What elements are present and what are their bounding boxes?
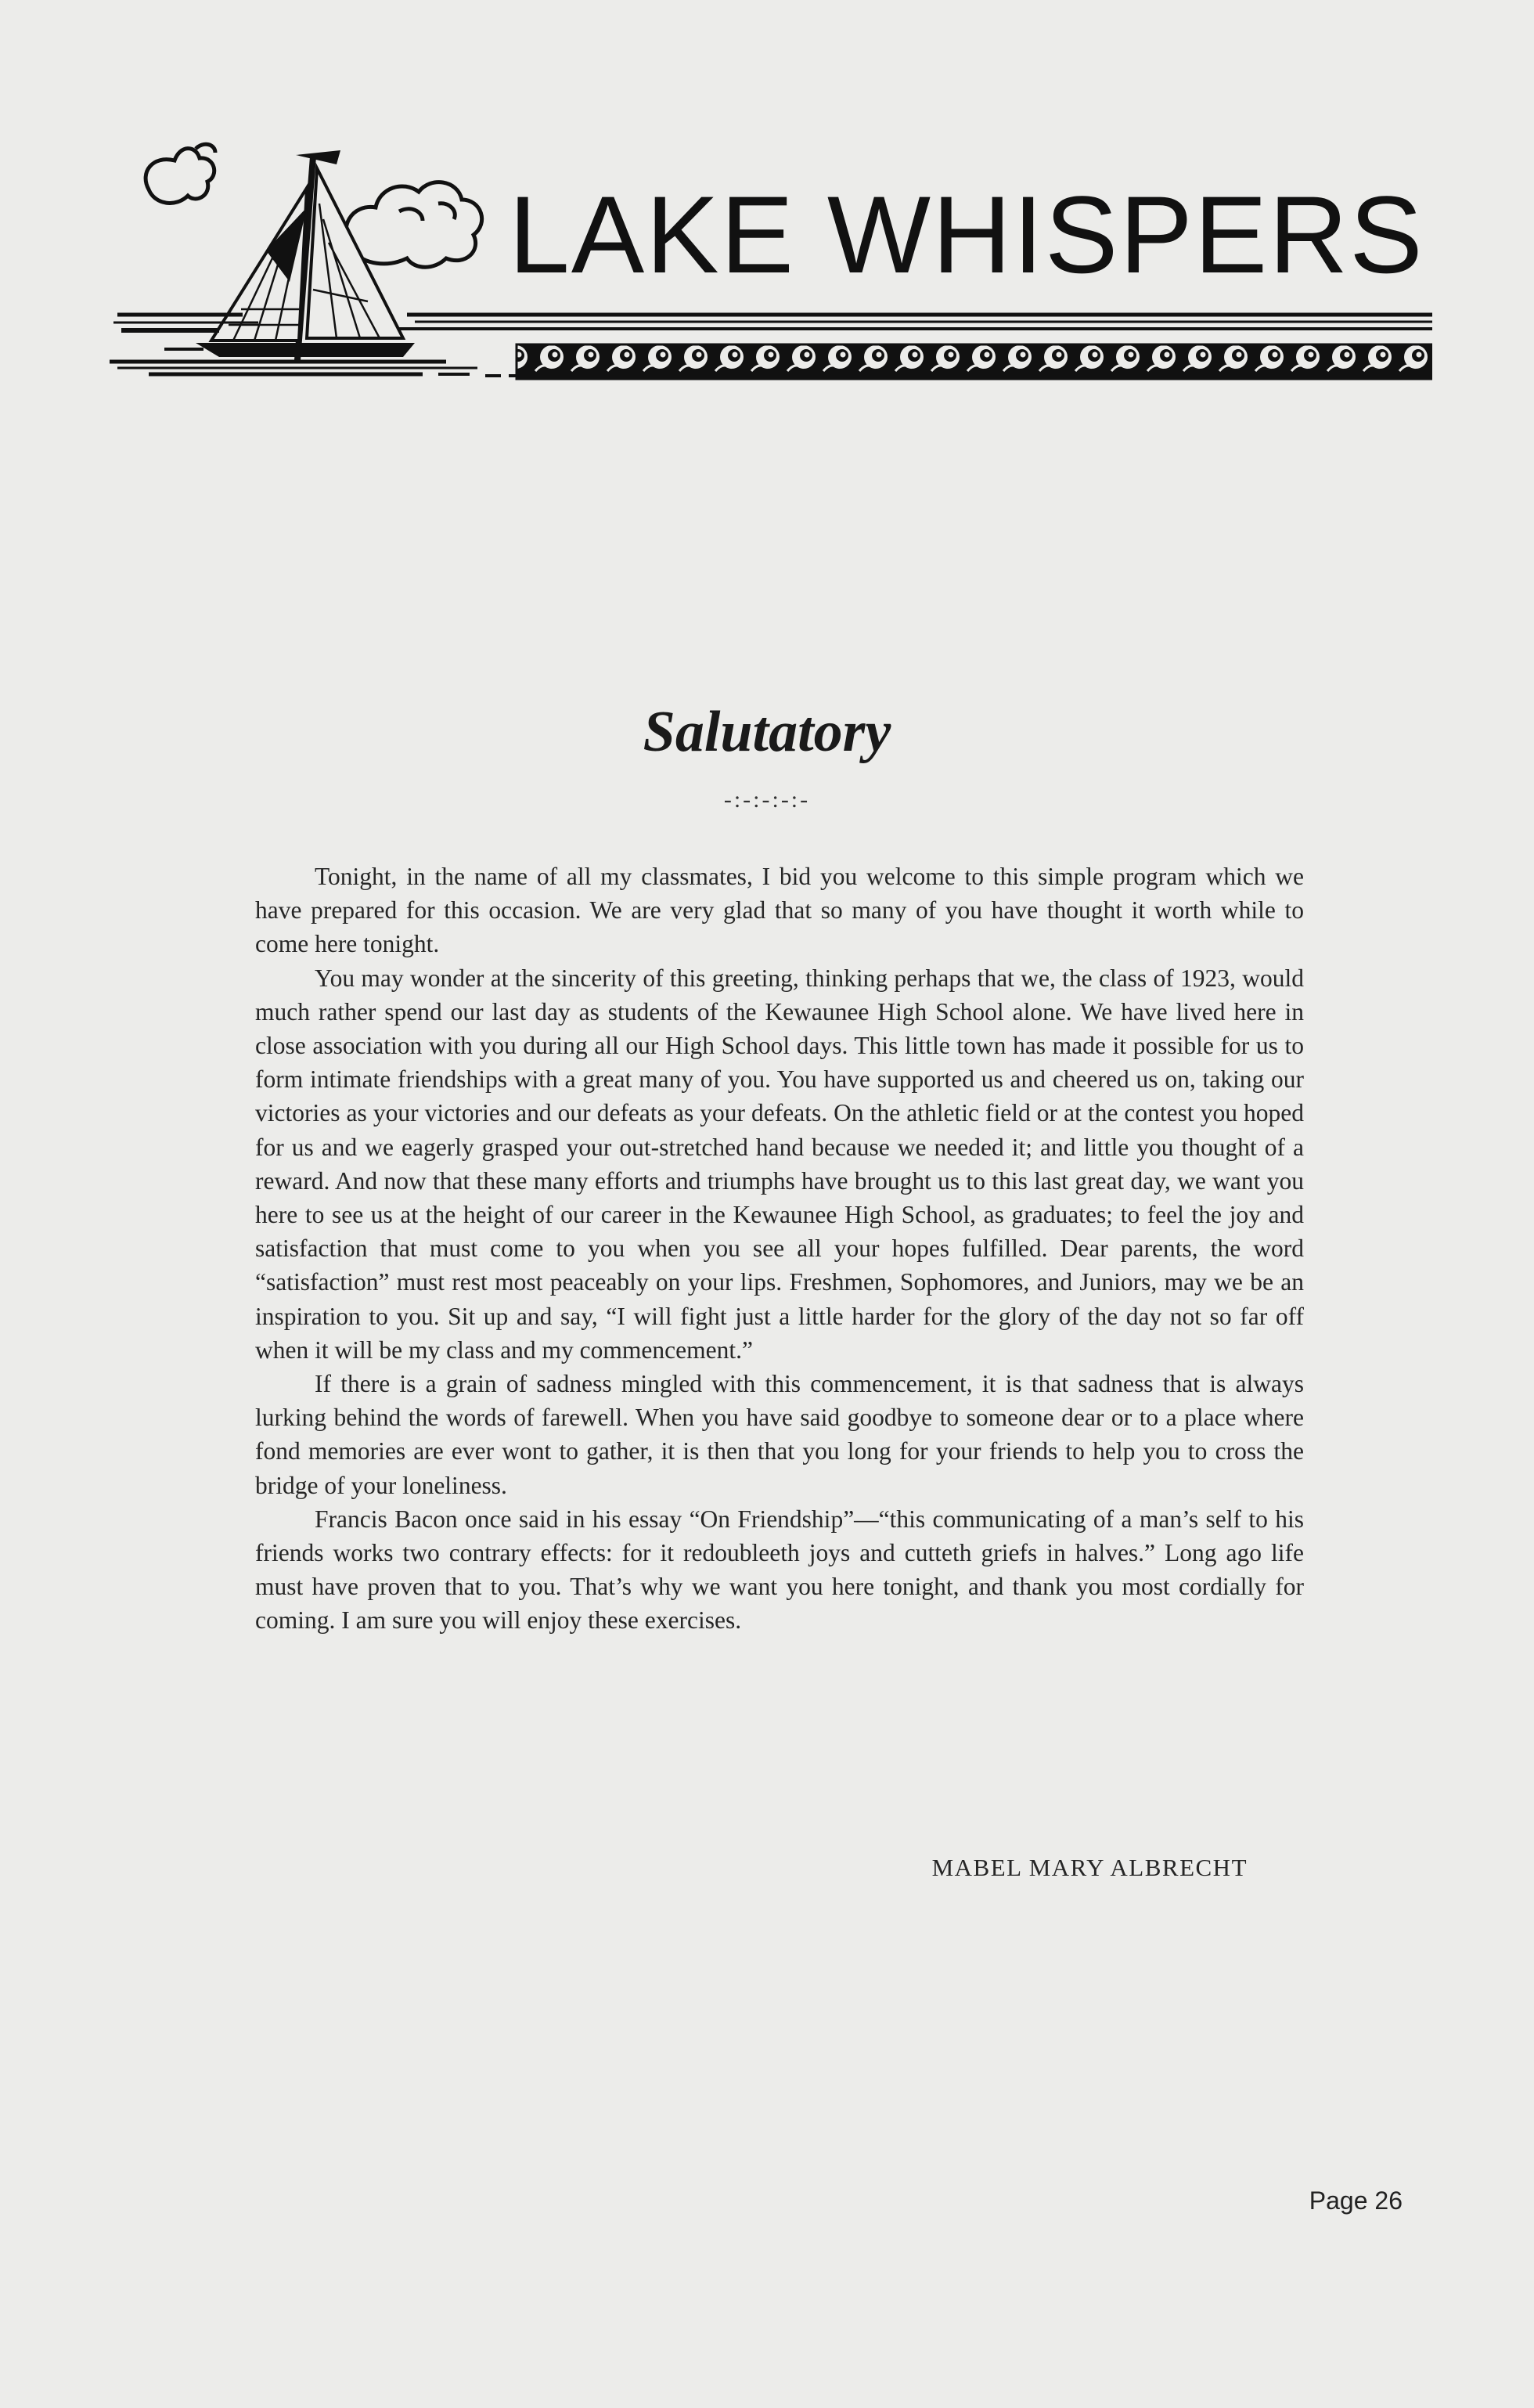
masthead (102, 133, 1432, 399)
article-body (255, 860, 1304, 1638)
scroll-border (517, 344, 1432, 379)
cloud-small-icon (146, 144, 215, 203)
title-separator: -:-:-:-:- (723, 787, 811, 813)
paragraph-sincerity: You may wonder at the sincerity of this greeting, thinking perhaps that we, the class of 1923, would much rather spend our last day as students of the Kewaunee High School alone. We have lived here in close association with you during all our High School days. This little town has made it possible for us to form intimate friendships with a great many of you. You have supported us and cheered us on, taking our victories as your victories and our defeats as your defeats. On the athletic field or at the contest you hoped for us and we eagerly grasped your out-stretched hand because we needed it; and little you thought of a reward. And now that these many efforts and triumphs have brought us to this last great day, we want you here to see us at the height of our career in the Kewaunee High School, as graduates; to feel the joy and satisfaction that must come to you when you see all your hopes fulfilled. Dear parents, the word “satisfaction” must rest most peaceably on your lips. Freshmen, Sophomores, and Juniors, may we be an inspiration to you. Sit up and say, “I will fight just a little harder for the glory of the day not so far off when it will be my class and my commencement.” (255, 964, 1304, 1364)
cloud-large-icon (346, 182, 482, 268)
author-signature: MABEL MARY ALBRECHT (931, 1854, 1248, 1881)
paragraph-friendship: Francis Bacon once said in his essay “On Friendship”—“this communicating of a man’s self to his friends works two contrary effects: for it redoubleeth joys and cutteth griefs in halves.” Long ago life must have proven that to you. That’s why we want you here tonight, and thank you most cordially for coming. I am sure you will enjoy these exercises. (255, 1505, 1304, 1635)
article-title: Salutatory (643, 700, 891, 764)
paragraph-welcome: Tonight, in the name of all my classmates, I bid you welcome to this simple program which we have prepared for this occasion. We are very glad that so many of you have thought it worth while to come here tonight. (255, 863, 1304, 958)
paragraph-sadness: If there is a grain of sadness mingled with this commencement, it is that sadness that is always lurking behind the words of farewell. When you have said goodbye to someone dear or to a place where fond memories are ever wont to gather, it is then that you long for your friends to help you to cross the bridge of your loneliness. (255, 1370, 1304, 1499)
page-number: Page 26 (1309, 2186, 1403, 2215)
masthead-title: LAKE WHISPERS (509, 173, 1424, 296)
